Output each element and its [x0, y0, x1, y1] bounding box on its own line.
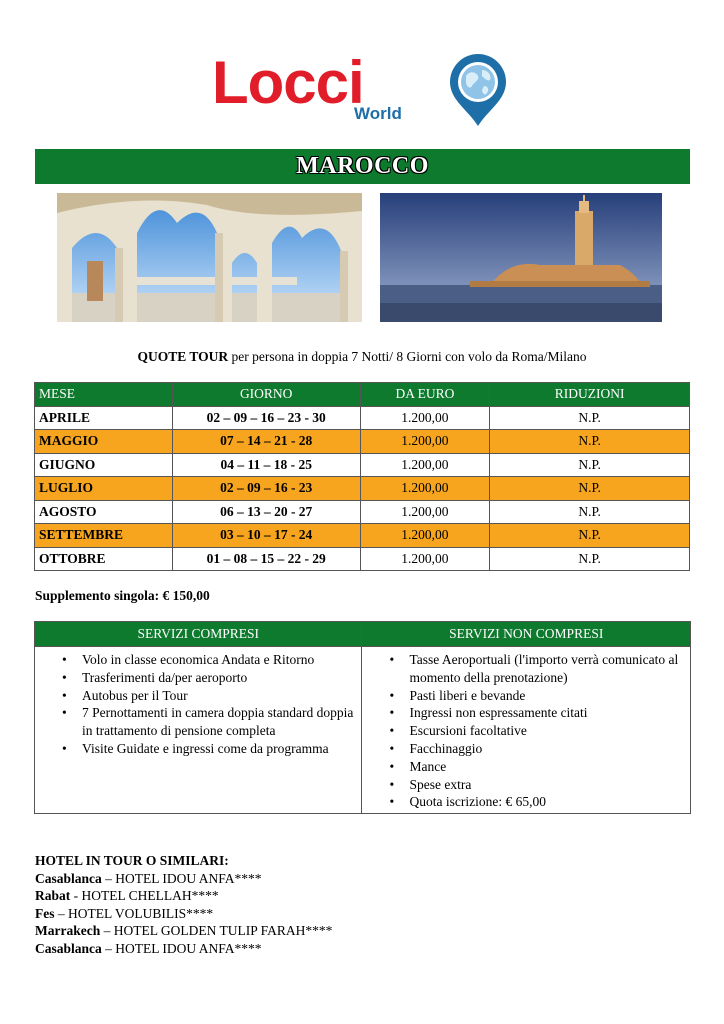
- cell-giorno: 06 – 13 – 20 - 27: [172, 500, 360, 524]
- cell-riduzioni: N.P.: [490, 500, 690, 524]
- cell-mese: SETTEMBRE: [35, 524, 173, 548]
- cell-giorno: 03 – 10 – 17 - 24: [172, 524, 360, 548]
- cell-mese: GIUGNO: [35, 453, 173, 477]
- table-header-row: [35, 383, 690, 407]
- hotel-separator: –: [101, 940, 116, 956]
- cell-riduzioni: N.P.: [490, 477, 690, 501]
- list-item: • Escursioni facoltative: [409, 722, 686, 740]
- table-row: [35, 500, 690, 524]
- single-supplement: Supplemento singola: € 150,00: [35, 588, 210, 603]
- hotels-section: [35, 852, 332, 958]
- excluded-services-title: SERVIZI NON COMPRESI: [362, 622, 691, 647]
- table-row: [35, 524, 690, 548]
- cell-euro: 1.200,00: [360, 430, 490, 454]
- list-item: • Facchinaggio: [409, 740, 686, 758]
- logo-sub-text: World: [354, 104, 402, 123]
- hotel-name: HOTEL IDOU ANFA****: [115, 870, 262, 886]
- cell-riduzioni: N.P.: [490, 547, 690, 571]
- cell-mese: OTTOBRE: [35, 547, 173, 571]
- list-item: • Quota iscrizione: € 65,00: [409, 793, 686, 811]
- hotel-separator: –: [100, 923, 114, 939]
- cell-mese: MAGGIO: [35, 430, 173, 454]
- cell-riduzioni: N.P.: [490, 430, 690, 454]
- hotel-name: HOTEL CHELLAH****: [81, 888, 219, 904]
- cell-riduzioni: N.P.: [490, 406, 690, 430]
- cell-riduzioni: N.P.: [490, 524, 690, 548]
- cell-riduzioni: N.P.: [490, 453, 690, 477]
- hotel-name: HOTEL GOLDEN TULIP FARAH****: [113, 923, 333, 939]
- list-item: • Spese extra: [409, 776, 686, 794]
- destination-title-banner: [35, 149, 690, 184]
- quote-label: QUOTE TOUR: [137, 349, 229, 364]
- table-row: [35, 430, 690, 454]
- cell-mese: APRILE: [35, 406, 173, 430]
- services-table: [34, 621, 691, 814]
- cell-giorno: 04 – 11 – 18 - 25: [172, 453, 360, 477]
- hotel-city: Casablanca: [35, 940, 102, 956]
- excluded-services-cell: [362, 647, 691, 814]
- included-services-title: SERVIZI COMPRESI: [35, 622, 362, 647]
- hotel-line: [35, 922, 332, 940]
- hotels-title: HOTEL IN TOUR O SIMILARI:: [35, 853, 229, 868]
- hotel-city: Casablanca: [35, 870, 102, 886]
- list-item: • Visite Guidate e ingressi come da programma: [82, 740, 357, 758]
- list-item: • Ingressi non espressamente citati: [409, 704, 686, 722]
- table-row: [35, 406, 690, 430]
- list-item: • 7 Pernottamenti in camera doppia standard doppia in trattamento di pensione completa: [82, 704, 357, 740]
- list-item: • Trasferimenti da/per aeroporto: [82, 669, 357, 687]
- hotel-city: Fes: [35, 905, 55, 921]
- services-header-row: [35, 622, 691, 647]
- quote-details: per persona in doppia 7 Notti/ 8 Giorni con volo da Roma/Milano: [228, 349, 587, 364]
- cell-euro: 1.200,00: [360, 524, 490, 548]
- mosque-photo: [380, 193, 662, 322]
- list-item: • Mance: [409, 758, 686, 776]
- table-row: [35, 453, 690, 477]
- table-row: [35, 547, 690, 571]
- page-title: MAROCCO: [296, 153, 429, 179]
- cell-euro: 1.200,00: [360, 547, 490, 571]
- hotel-line: [35, 887, 332, 905]
- cell-giorno: 02 – 09 – 16 - 23: [172, 477, 360, 501]
- cell-euro: 1.200,00: [360, 477, 490, 501]
- excluded-services-list: [366, 651, 686, 811]
- globe-pin-icon: [444, 52, 512, 128]
- hotel-line: [35, 870, 332, 888]
- list-item: • Volo in classe economica Andata e Ritorno: [82, 651, 357, 669]
- arches-photo: [57, 193, 362, 322]
- table-row: [35, 477, 690, 501]
- hotel-city: Marrakech: [35, 923, 101, 939]
- quote-description: [0, 349, 724, 365]
- cell-giorno: 07 – 14 – 21 - 28: [172, 430, 360, 454]
- cell-mese: AGOSTO: [35, 500, 173, 524]
- cell-mese: LUGLIO: [35, 477, 173, 501]
- hotel-city: Rabat: [35, 888, 71, 904]
- col-header-mese: MESE: [35, 383, 173, 407]
- hotel-separator: –: [54, 905, 68, 921]
- cell-euro: 1.200,00: [360, 406, 490, 430]
- list-item: • Autobus per il Tour: [82, 687, 357, 705]
- departures-price-table: [34, 382, 690, 571]
- included-services-cell: [35, 647, 362, 814]
- hotel-line: [35, 905, 332, 923]
- cell-giorno: 01 – 08 – 15 – 22 - 29: [172, 547, 360, 571]
- list-item: • Pasti liberi e bevande: [409, 687, 686, 705]
- cell-euro: 1.200,00: [360, 500, 490, 524]
- col-header-giorno: GIORNO: [172, 383, 360, 407]
- list-item: • Tasse Aeroportuali (l'importo verrà comunicato al momento della prenotazione): [409, 651, 686, 687]
- included-services-list: [39, 651, 357, 758]
- col-header-da-euro: DA EURO: [360, 383, 490, 407]
- logo-brand-text: Locci: [212, 49, 364, 116]
- hotel-line: [35, 940, 332, 958]
- brand-logo: [212, 49, 512, 130]
- hotel-name: HOTEL VOLUBILIS****: [68, 905, 214, 921]
- col-header-riduzioni: RIDUZIONI: [490, 383, 690, 407]
- hotel-separator: –: [101, 870, 116, 886]
- hotel-separator: -: [70, 888, 82, 904]
- cell-euro: 1.200,00: [360, 453, 490, 477]
- hotel-name: HOTEL IDOU ANFA****: [115, 940, 262, 956]
- cell-giorno: 02 – 09 – 16 – 23 - 30: [172, 406, 360, 430]
